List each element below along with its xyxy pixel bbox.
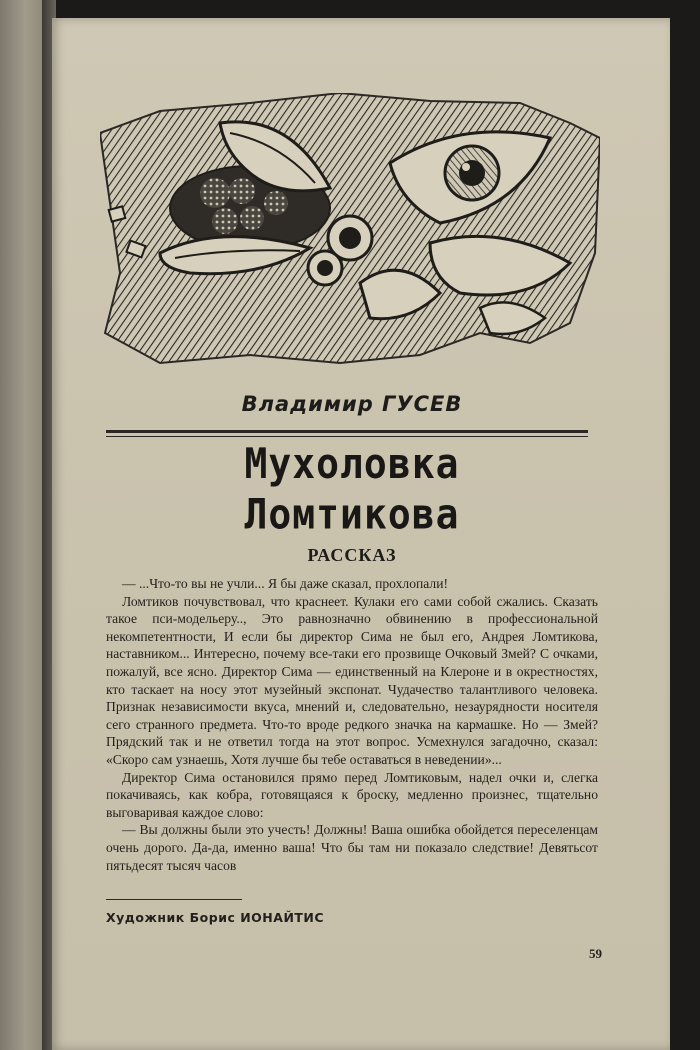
paragraph: — Вы должны были это учесть! Должны! Ваша ошибка обойдется переселенцам очень дорого. Да-да, именно ваша! Что бы там ни показало следствие! Девятьсот пятьдесят тысяч часов [106,822,598,873]
footnote-rule [106,899,242,900]
paragraph: Ломтиков почувствовал, что краснеет. Кулаки его сами собой сжались. Сказать такое пси-модельеру.., Это равнозначно обвинению в профессиональной некомпетентности, И если бы директор Сима не был его, Андрея Ломтикова, наставником... Интересно, почему все-таки его прозвище Очковый Змей? С очками, пожалуй, все ясно. Директор Сима — единственный на Клероне и в окрестностях, кто таскает на носу этот музейный экспонат. Чудачество талантливого человека. Признак независимости вкуса, мнений и, следовательно, незаурядности носителя сего странного предмета. Что-то вроде редкого значка на кармашке. Но — Змей? Прядский так и не ответил тогда на этот вопрос. Усмехнулся загадочно, сказал: «Скоро сам узнаешь, Хотя лучше бы тебе оставаться в неведении»... [106,593,598,767]
left-page-edge [0,0,46,1050]
story-title-line-2: Ломтикова [244,490,460,539]
page-number: 59 [589,946,602,961]
eye-and-fly-illustration-icon [100,93,600,368]
author-name: Владимир ГУСЕВ [241,392,463,416]
genre-subtitle: РАССКАЗ [307,545,397,565]
story-body [106,575,598,874]
book-page [52,18,670,1050]
story-title [102,438,602,539]
story-title-line-1: Мухоловка [244,439,460,488]
title-rule-thick [106,430,588,433]
title-rule-thin [106,436,588,437]
artist-credit: Художник Борис ИОНАЙТИС [106,910,325,925]
paragraph: — ...Что-то вы не учли... Я бы даже сказал, прохлопали! [122,576,449,591]
paragraph: Директор Сима остановился прямо перед Ломтиковым, надел очки и, слегка покачиваясь, как кобра, готовящаяся к броску, медленно произнес, тщательно выговаривая каждое слово: [106,769,598,820]
